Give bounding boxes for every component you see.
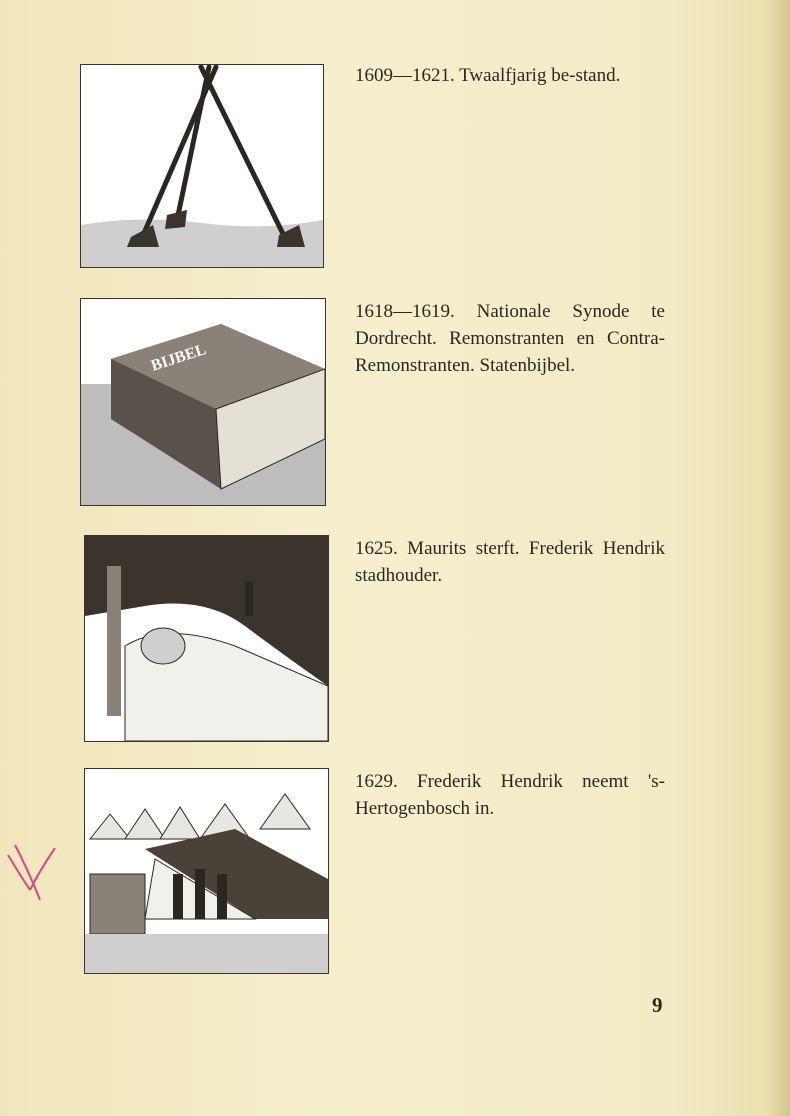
caption-1625: 1625. Maurits sterft. Frederik Hendrik stadhouder. bbox=[355, 538, 665, 586]
caption-1629: 1629. Frederik Hendrik neemt 's-Hertogenbosch in. bbox=[355, 771, 665, 819]
illustration-bible bbox=[80, 298, 326, 506]
page-edge-shadow bbox=[768, 0, 790, 1116]
bible-drawing bbox=[81, 299, 325, 505]
caption-1609: 1609—1621. Twaalfjarig be-stand. bbox=[355, 65, 621, 86]
muskets-drawing bbox=[81, 65, 323, 267]
page-number: 9 bbox=[652, 993, 663, 1017]
deathbed-drawing bbox=[85, 536, 328, 741]
bible-cover-label: BIJBEL bbox=[148, 341, 209, 375]
illustration-crossed-muskets bbox=[80, 64, 324, 268]
pencil-mark bbox=[0, 830, 75, 910]
illustration-deathbed bbox=[84, 535, 329, 742]
army-camp-drawing bbox=[85, 769, 328, 973]
illustration-army-camp bbox=[84, 768, 329, 974]
caption-1618: 1618—1619. Nationale Synode te Dordrecht. Remonstranten en Contra-Remonstranten. Statenbijbel. bbox=[355, 301, 665, 376]
